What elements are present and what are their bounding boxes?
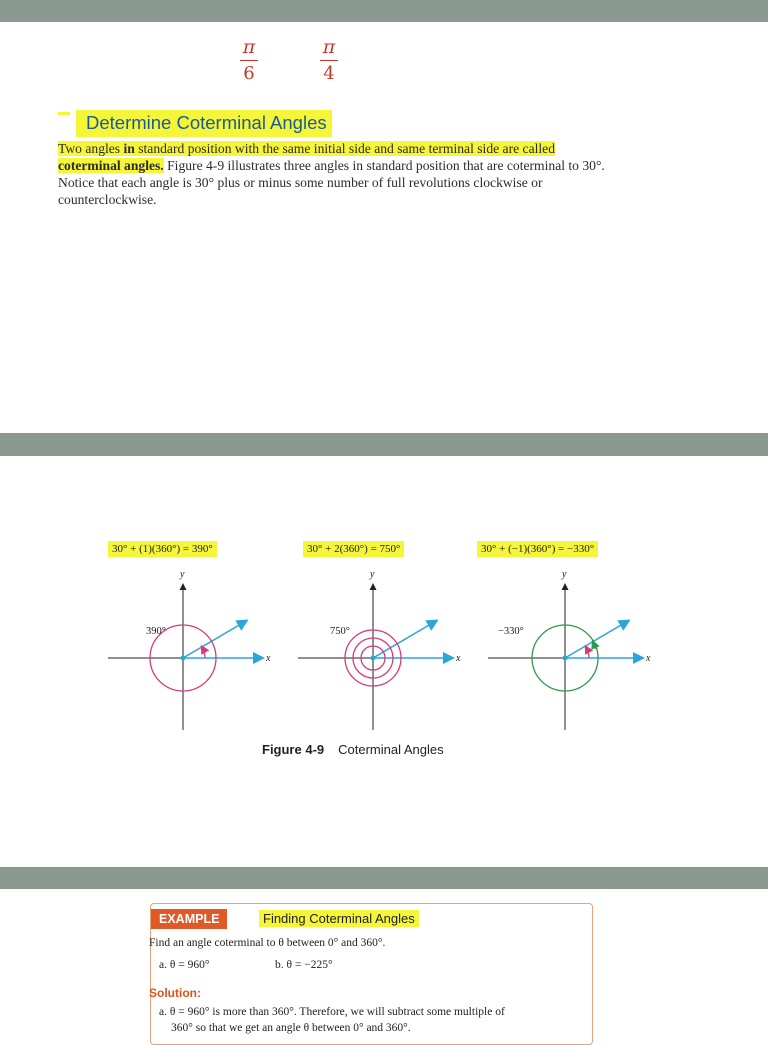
slide-top-band xyxy=(0,0,768,22)
angle-label-neg330: −330° xyxy=(498,626,524,637)
fraction-denominator: 6 xyxy=(243,63,255,84)
highlight-mark xyxy=(58,112,70,115)
figure-caption xyxy=(262,742,444,757)
paragraph-text: Figure 4-9 illustrates three angles in standard position that are coterminal to 30°. Notice that each angle is 30° plus or minus some number of full revolutions clockwise or counterclockwise. xyxy=(58,158,605,207)
origin-dot xyxy=(371,656,376,661)
angle-arc xyxy=(202,647,205,658)
fraction-numerator: π xyxy=(242,36,256,58)
origin-dot xyxy=(181,656,186,661)
fraction-bar xyxy=(240,60,258,61)
origin-dot xyxy=(563,656,568,661)
angle-label-390: 390° xyxy=(146,626,166,637)
highlighted-text: Two angles in standard position with the same initial side and same terminal side are called coterminal angles. xyxy=(58,141,555,173)
fraction-pi-over-6 xyxy=(238,36,260,85)
angle-label-750: 750° xyxy=(330,626,350,637)
equation-label-750: 30° + 2(360°) = 750° xyxy=(303,541,404,557)
x-axis-label: x xyxy=(646,653,651,664)
fraction-bar xyxy=(320,60,338,61)
example-tag: EXAMPLE xyxy=(151,909,227,929)
coterminal-angles-figure xyxy=(0,565,768,765)
terminal-side xyxy=(373,621,436,658)
diagram-750 xyxy=(298,585,452,730)
definition-paragraph xyxy=(58,140,610,208)
fraction-pi-over-4 xyxy=(318,36,340,85)
diagram-neg330 xyxy=(488,585,642,730)
solution-label: Solution: xyxy=(149,986,201,1000)
x-axis-label: x xyxy=(266,653,271,664)
angle-arc xyxy=(586,647,589,658)
y-axis-label: y xyxy=(370,569,375,580)
solution-part-a: a. θ = 960° is more than 360°. Therefore, we will subtract some multiple of xyxy=(159,1006,505,1018)
slide-separator-band xyxy=(0,867,768,889)
fraction-denominator: 4 xyxy=(323,63,335,84)
y-axis-label: y xyxy=(180,569,185,580)
y-axis-label: y xyxy=(562,569,567,580)
example-part-a: a. θ = 960° xyxy=(159,959,210,971)
example-title: Finding Coterminal Angles xyxy=(259,910,419,927)
example-part-b: b. θ = −225° xyxy=(275,959,333,971)
x-axis-label: x xyxy=(456,653,461,664)
figure-title: Coterminal Angles xyxy=(338,742,444,757)
example-prompt: Find an angle coterminal to θ between 0° and 360°. xyxy=(149,937,386,949)
equation-label-390: 30° + (1)(360°) = 390° xyxy=(108,541,217,557)
solution-part-a-continued: 360° so that we get an angle θ between 0° and 360°. xyxy=(171,1022,411,1034)
equation-label-neg330: 30° + (−1)(360°) = −330° xyxy=(477,541,598,557)
diagram-390 xyxy=(108,585,262,730)
slide-separator-band xyxy=(0,433,768,456)
fraction-numerator: π xyxy=(322,36,336,58)
figure-number: Figure 4-9 xyxy=(262,742,325,757)
section-heading: Determine Coterminal Angles xyxy=(76,110,332,137)
